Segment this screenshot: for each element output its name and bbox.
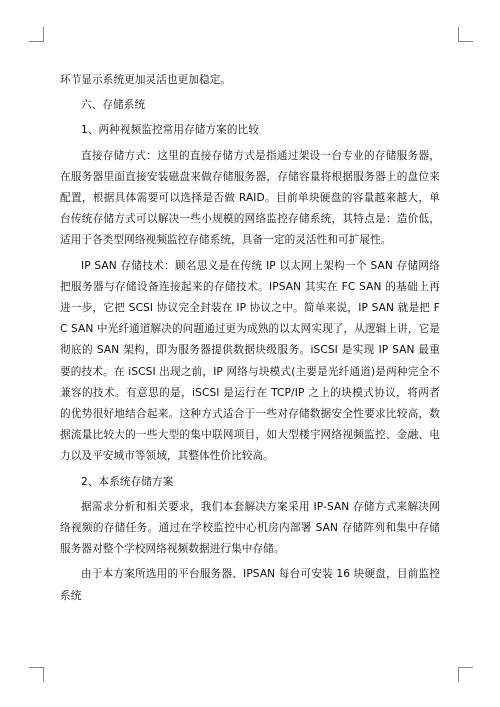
crop-mark-bottom-right bbox=[458, 667, 473, 682]
subheading-system-storage-plan: 2、本系统存储方案 bbox=[81, 475, 174, 488]
paragraph-platform-servers: 由于本方案所选用的平台服务器、IPSAN 每台可安装 16 块硬盘，目前监控系统 bbox=[60, 568, 440, 602]
paragraph-ip-san: IP SAN 存储技术：顾名思义是在传统 IP 以太网上架构一个 SAN 存储网络把服务器与存储设备连接起来的存储技术。IPSAN 其实在 FC SAN 的基础上再进一步，它把 SCSI 协议完全封装在 IP 协议之中。简单来说，IP SAN 就是把 FC SAN 中光纤通道解决的问题通过更为成熟的以太网实现了，从逻辑上讲，它是彻底的 SAN 架构，即为服务器提供数据块级服务。iSCSI 是实现 IP SAN 最重要的技术。在 iSCSI 出现之前，IP 网络与块模式(主要是光纤通道)是两种完全不兼容的技术。有意思的是，iSCSI 是运行在 TCP/IP 之上的块模式协议，将两者的优势很好地结合起来。这种方式适合于一些对存储数据安全性要求比较高，数据流量比较大的一些大型的集中联网项目，如大型楼宇网络视频监控、金融、电力以及平安城市等领域，其整体性价比较高。 bbox=[60, 259, 440, 463]
paragraph-display-system: 环节显示系统更加灵活也更加稳定。 bbox=[60, 74, 232, 86]
section-heading-storage-system: 六、存储系统 bbox=[81, 99, 146, 112]
crop-mark-top-left bbox=[29, 27, 44, 42]
paragraph-direct-storage: 直接存储方式：这里的直接存储方式是指通过架设一台专业的存储服务器，在服务器里面直接安装磁盘来做存储服务器，存储容量将根据服务器上的盘位来配置，根据具体需要可以选择是否做 RAID。目前单块硬盘的容量越来越大，单台传统存储方式可以解决一些小规模的网络监控存储系统，其特点是：造价低，适用于各类型网络视频监控存储系统，具备一定的灵活性和可扩展性。 bbox=[60, 149, 440, 247]
subheading-storage-comparison: 1、两种视频监控常用存储方案的比较 bbox=[81, 124, 259, 137]
document-body bbox=[60, 70, 440, 607]
crop-mark-top-right bbox=[458, 27, 473, 42]
paragraph-requirements: 据需求分析和相关要求，我们本套解决方案采用 IP-SAN 存储方式来解决网络视频的存储任务。通过在学校监控中心机房内部署 SAN 存储阵列和集中存储服务器对整个学校网络视频数据进行集中存储。 bbox=[60, 500, 440, 556]
crop-mark-bottom-left bbox=[29, 667, 44, 682]
